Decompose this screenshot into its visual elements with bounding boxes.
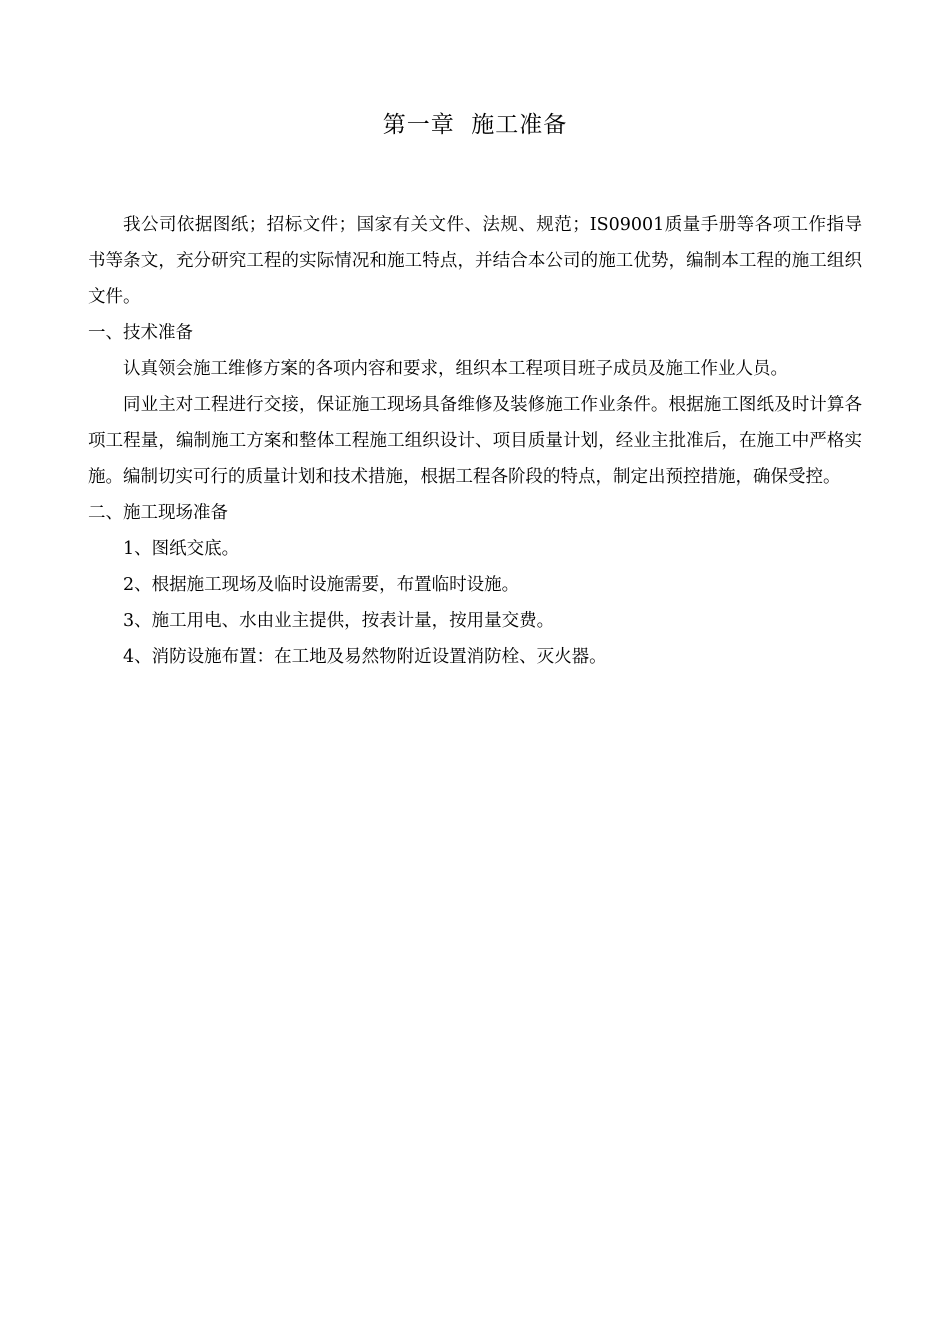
site-item-3: 3、施工用电、水由业主提供，按表计量，按用量交费。 <box>123 611 555 631</box>
section-heading-technical-preparation: 一、技术准备 <box>88 323 193 343</box>
document-body <box>88 207 862 675</box>
site-item-1: 1、图纸交底。 <box>123 539 240 559</box>
site-item-2: 2、根据施工现场及临时设施需要，布置临时设施。 <box>123 575 520 595</box>
technical-paragraph-2: 同业主对工程进行交接，保证施工现场具备维修及装修施工作业条件。根据施工图纸及时计算各项工程量，编制施工方案和整体工程施工组织设计、项目质量计划，经业主批准后，在施工中严格实施。编制切实可行的质量计划和技术措施，根据工程各阶段的特点，制定出预控措施，确保受控。 <box>88 395 862 487</box>
section-heading-site-preparation: 二、施工现场准备 <box>88 503 228 523</box>
chapter-title: 第一章 施工准备 <box>382 112 568 138</box>
site-item-4: 4、消防设施布置：在工地及易然物附近设置消防栓、灭火器。 <box>123 647 607 667</box>
technical-paragraph-1: 认真领会施工维修方案的各项内容和要求，组织本工程项目班子成员及施工作业人员。 <box>123 359 788 379</box>
intro-paragraph: 我公司依据图纸；招标文件；国家有关文件、法规、规范；IS09001质量手册等各项工作指导书等条文，充分研究工程的实际情况和施工特点，并结合本公司的施工优势，编制本工程的施工组织文件。 <box>88 215 862 307</box>
